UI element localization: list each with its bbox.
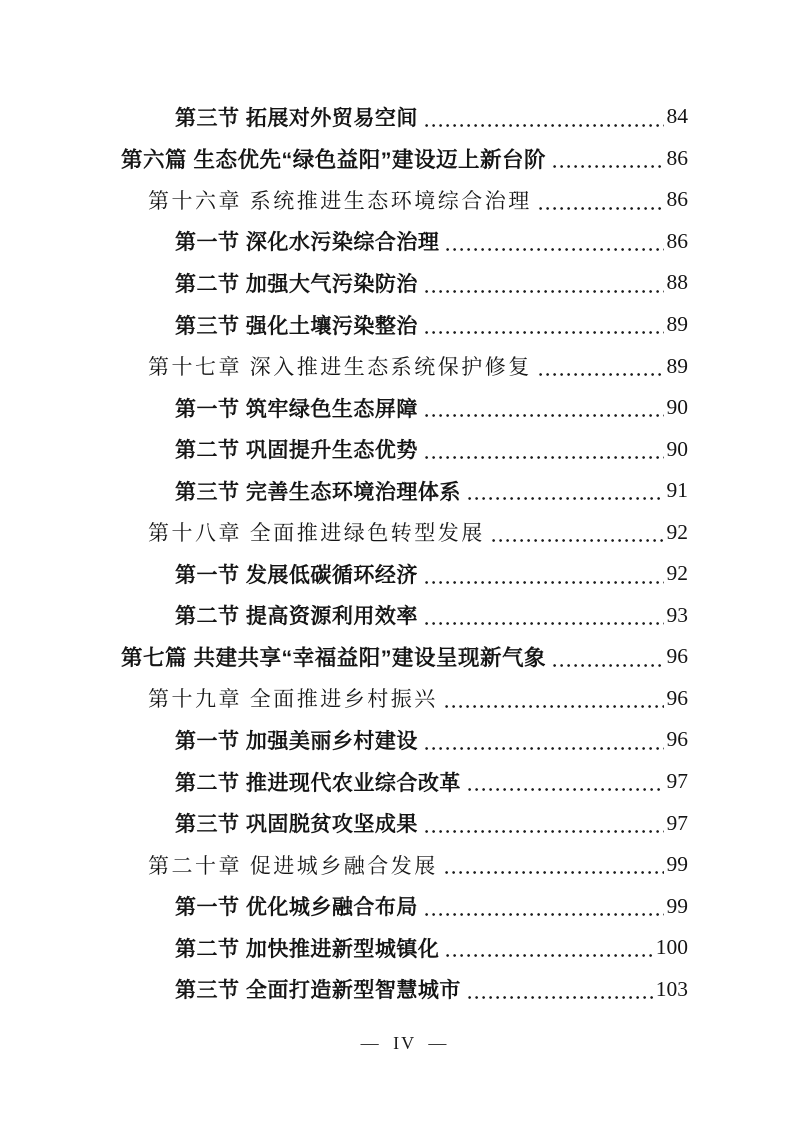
toc-entry-page: 86 [666, 145, 688, 170]
toc-entry-page: 89 [666, 353, 688, 378]
toc-entry-page: 96 [666, 644, 688, 669]
dot-leader [532, 345, 667, 387]
dot-leader [418, 719, 667, 761]
dot-leader [461, 470, 667, 512]
page-number-label: — IV — [360, 1033, 449, 1053]
dot-leader [418, 262, 667, 304]
toc-entry[interactable] [0, 595, 793, 637]
toc-entry-title: 第三节 全面打造新型智慧城市 [175, 979, 461, 1003]
toc-entry-title: 第三节 强化土壤污染整治 [175, 314, 418, 338]
toc-entry-title: 第二节 巩固提升生态优势 [175, 439, 418, 463]
toc-entry-title: 第一节 筑牢绿色生态屏障 [175, 397, 418, 421]
toc-entry[interactable] [0, 844, 793, 886]
dot-leader [418, 885, 667, 927]
toc-entry-page: 90 [666, 395, 688, 420]
toc-entry[interactable] [0, 262, 793, 304]
toc-entry[interactable] [0, 345, 793, 387]
toc-entry[interactable] [0, 138, 793, 180]
dot-leader [418, 96, 667, 138]
toc-entry[interactable] [0, 968, 793, 1010]
toc-entry[interactable] [0, 304, 793, 346]
dot-leader [418, 304, 667, 346]
toc-entry[interactable] [0, 761, 793, 803]
toc-entry[interactable] [0, 387, 793, 429]
toc-entry-page: 96 [666, 727, 688, 752]
toc-entry[interactable] [0, 221, 793, 263]
toc-entry-page: 99 [666, 852, 688, 877]
toc-entry-title: 第一节 深化水污染综合治理 [175, 231, 440, 255]
dot-leader [438, 678, 667, 720]
toc-entry[interactable] [0, 511, 793, 553]
toc-entry-title: 第七篇 共建共享“幸福益阳”建设呈现新气象 [121, 646, 546, 671]
toc-entry-title: 第二节 提高资源利用效率 [175, 605, 418, 629]
toc-entry-page: 86 [666, 187, 688, 212]
dot-leader [418, 428, 667, 470]
toc-entry-page: 91 [666, 478, 688, 503]
toc-entry[interactable] [0, 553, 793, 595]
dot-leader [418, 595, 667, 637]
dot-leader [418, 802, 667, 844]
toc-entry-page: 100 [655, 935, 688, 960]
toc-entry-page: 92 [666, 519, 688, 544]
dot-leader [546, 138, 667, 180]
toc-entry-title: 第三节 完善生态环境治理体系 [175, 480, 461, 504]
toc-entry[interactable] [0, 927, 793, 969]
dot-leader [532, 179, 667, 221]
dot-leader [418, 387, 667, 429]
toc-entry-page: 88 [666, 270, 688, 295]
toc-entry-page: 97 [666, 810, 688, 835]
toc-entry-title: 第一节 发展低碳循环经济 [175, 563, 418, 587]
toc-entry[interactable] [0, 96, 793, 138]
dot-leader [418, 553, 667, 595]
toc-entry-title: 第二节 加强大气污染防治 [175, 272, 418, 296]
toc-entry-page: 92 [666, 561, 688, 586]
toc-entry[interactable] [0, 885, 793, 927]
toc-entry[interactable] [0, 802, 793, 844]
toc-entry-page: 90 [666, 436, 688, 461]
toc-entry-title: 第一节 加强美丽乡村建设 [175, 729, 418, 753]
toc-entry-title: 第二节 推进现代农业综合改革 [175, 771, 461, 795]
toc-entry-title: 第十七章 深入推进生态系统保护修复 [148, 355, 532, 380]
toc-entry-title: 第三节 拓展对外贸易空间 [175, 106, 418, 130]
toc-entry-title: 第一节 优化城乡融合布局 [175, 896, 418, 920]
toc-entry-page: 84 [666, 104, 688, 129]
toc-entry-title: 第二十章 促进城乡融合发展 [148, 853, 438, 878]
toc-entry[interactable] [0, 470, 793, 512]
dot-leader [438, 844, 667, 886]
toc-entry[interactable] [0, 678, 793, 720]
toc-entry-title: 第十六章 系统推进生态环境综合治理 [148, 188, 532, 213]
toc-entry-page: 86 [666, 228, 688, 253]
dot-leader [439, 221, 666, 263]
toc-entry-title: 第二节 加快推进新型城镇化 [175, 937, 440, 961]
toc-entry-title: 第十九章 全面推进乡村振兴 [148, 687, 438, 712]
toc-entry[interactable] [0, 428, 793, 470]
dot-leader [461, 761, 667, 803]
toc-entry-page: 96 [666, 685, 688, 710]
toc-entry-title: 第三节 巩固脱贫攻坚成果 [175, 813, 418, 837]
toc-entry-page: 97 [666, 769, 688, 794]
dot-leader [485, 511, 667, 553]
toc-entry-page: 93 [666, 602, 688, 627]
toc-entry[interactable] [0, 636, 793, 678]
toc-entry[interactable] [0, 719, 793, 761]
toc-entry-page: 99 [666, 893, 688, 918]
dot-leader [439, 927, 655, 969]
toc-entry-title: 第六篇 生态优先“绿色益阳”建设迈上新台阶 [121, 147, 546, 172]
toc-entry[interactable] [0, 179, 793, 221]
dot-leader [546, 636, 667, 678]
toc-entry-page: 103 [655, 976, 688, 1001]
page-number-footer [0, 1033, 793, 1054]
toc-entry-page: 89 [666, 312, 688, 336]
dot-leader [461, 968, 656, 1010]
toc-entry-title: 第十八章 全面推进绿色转型发展 [148, 521, 485, 546]
